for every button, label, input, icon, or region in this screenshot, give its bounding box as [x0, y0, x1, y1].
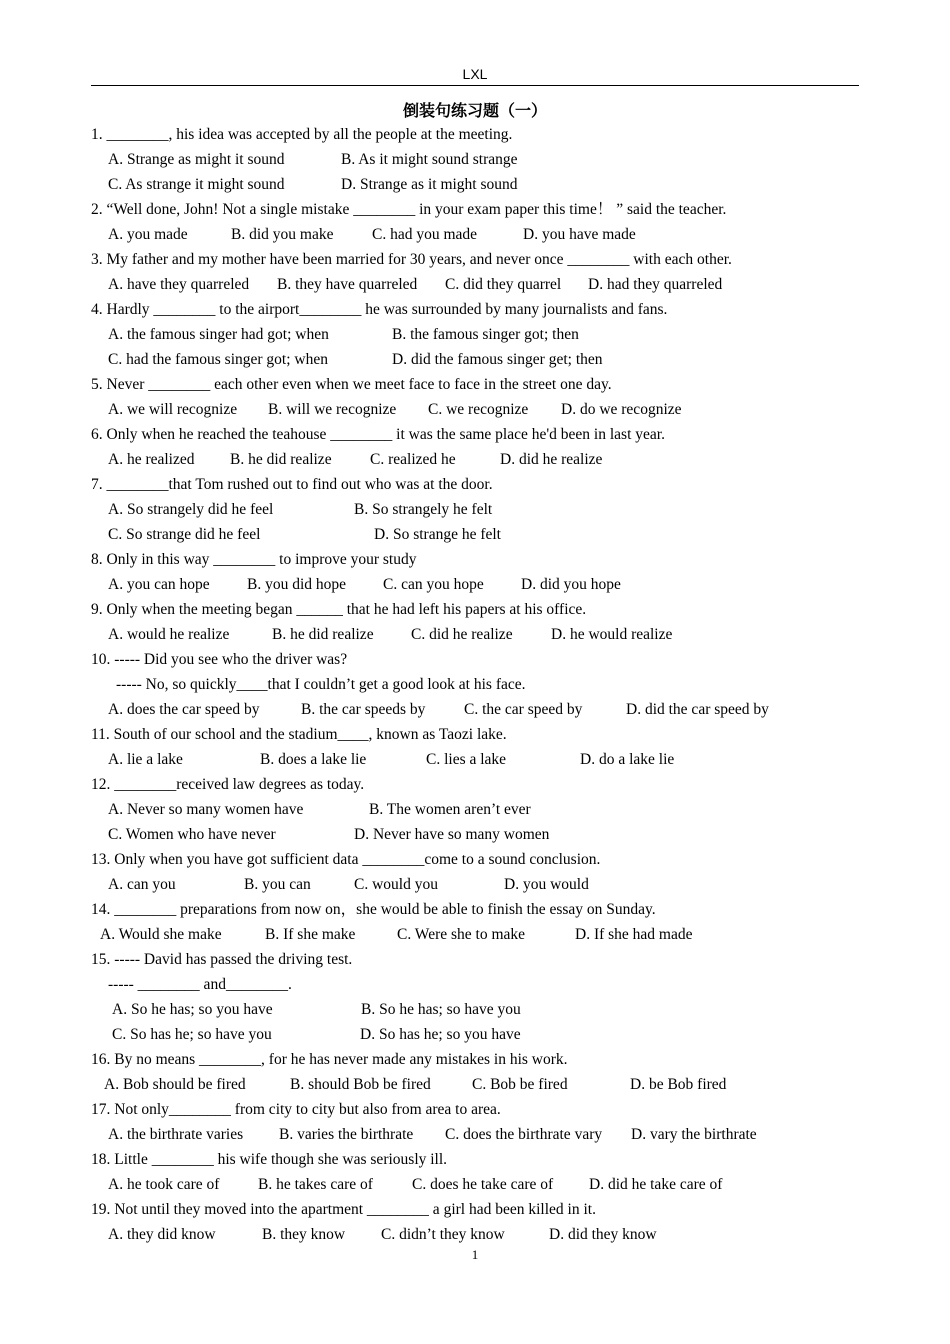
question-stem: 15. ----- David has passed the driving test. — [91, 951, 353, 968]
answer-option: B. he did realize — [272, 626, 374, 643]
answer-option: D. did he realize — [500, 451, 603, 468]
answer-option: C. the car speed by — [464, 701, 583, 718]
question-stem: 1. ________, his idea was accepted by all the people at the meeting. — [91, 126, 513, 143]
answer-option: B. So he has; so have you — [361, 1001, 521, 1018]
answer-option: A. Would she make — [100, 926, 222, 943]
answer-option: C. can you hope — [383, 576, 484, 593]
answer-option: B. you can — [244, 876, 311, 893]
answer-option: A. have they quarreled — [108, 276, 250, 293]
answer-option: A. Never so many women have — [108, 801, 304, 818]
page-header: LXL — [462, 66, 488, 82]
answer-option: C. Were she to make — [397, 926, 526, 943]
answer-option: D. did the car speed by — [626, 701, 769, 718]
answer-option: C. had you made — [372, 226, 478, 243]
answer-option: C. we recognize — [428, 401, 529, 418]
answer-option: A. you made — [108, 226, 188, 243]
answer-option: C. lies a lake — [426, 751, 507, 768]
answer-option: B. should Bob be fired — [290, 1076, 431, 1093]
answer-option: D. be Bob fired — [630, 1076, 727, 1093]
answer-option: A. we will recognize — [108, 401, 238, 418]
answer-option: A. the birthrate varies — [108, 1126, 244, 1143]
question-stem: 16. By no means ________, for he has never made any mistakes in his work. — [91, 1051, 568, 1068]
answer-option: D. do a lake lie — [580, 751, 675, 768]
question-stem: ----- ________ and________. — [108, 976, 292, 993]
answer-option: C. does he take care of — [412, 1176, 554, 1193]
answer-option: C. realized he — [370, 451, 456, 468]
question-stem: 7. ________that Tom rushed out to find out who was at the door. — [91, 476, 493, 493]
answer-option: B. he takes care of — [258, 1176, 373, 1193]
answer-option: D. did you hope — [521, 576, 621, 593]
answer-option: D. do we recognize — [561, 401, 682, 418]
question-stem: 19. Not until they moved into the apartment ________ a girl had been killed in it. — [91, 1201, 596, 1218]
question-stem: 12. ________received law degrees as today. — [91, 776, 365, 793]
question-stem: 4. Hardly ________ to the airport________ he was surrounded by many journalists and fans. — [91, 301, 668, 318]
answer-option: B. the famous singer got; then — [392, 326, 579, 343]
answer-option: D. had they quarreled — [588, 276, 723, 293]
question-stem: 14. ________ preparations from now on，she would be able to finish the essay on Sunday. — [91, 901, 656, 918]
answer-option: D. you would — [504, 876, 589, 893]
answer-option: C. So has he; so have you — [112, 1026, 272, 1043]
answer-option: A. he realized — [108, 451, 195, 468]
answer-option: D. So strange he felt — [374, 526, 501, 543]
answer-option: A. Strange as might it sound — [108, 151, 285, 168]
question-stem: 5. Never ________ each other even when we meet face to face in the street one day. — [91, 376, 612, 393]
answer-option: A. you can hope — [108, 576, 210, 593]
answer-option: B. he did realize — [230, 451, 332, 468]
question-stem: 6. Only when he reached the teahouse ________ it was the same place he'd been in last year. — [91, 426, 665, 443]
answer-option: D. you have made — [523, 226, 636, 243]
answer-option: D. he would realize — [551, 626, 673, 643]
question-stem: 3. My father and my mother have been married for 30 years, and never once ________ with each other. — [91, 251, 732, 268]
page-number: 1 — [471, 1247, 479, 1262]
page-title: 倒装句练习题（一） — [402, 101, 547, 120]
answer-option: A. they did know — [108, 1226, 216, 1243]
answer-option: D. did the famous singer get; then — [392, 351, 603, 368]
question-stem: 9. Only when the meeting began ______ that he had left his papers at his office. — [91, 601, 587, 618]
answer-option: C. did he realize — [411, 626, 513, 643]
answer-option: C. did they quarrel — [445, 276, 562, 293]
answer-option: B. you did hope — [247, 576, 347, 593]
answer-option: B. they have quarreled — [277, 276, 418, 293]
answer-option: B. The women aren’t ever — [369, 801, 531, 818]
question-stem: 10. ----- Did you see who the driver was? — [91, 651, 348, 668]
answer-option: A. can you — [108, 876, 176, 893]
answer-option: D. Strange as it might sound — [341, 176, 518, 193]
answer-option: D. did he take care of — [589, 1176, 723, 1193]
header-rule — [91, 85, 859, 86]
answer-option: A. he took care of — [108, 1176, 220, 1193]
answer-option: B. the car speeds by — [301, 701, 426, 718]
question-stem: 11. South of our school and the stadium____, known as Taozi lake. — [91, 726, 507, 743]
answer-option: C. would you — [354, 876, 438, 893]
answer-option: A. So he has; so you have — [112, 1001, 273, 1018]
answer-option: A. Bob should be fired — [104, 1076, 246, 1093]
answer-option: D. So has he; so you have — [360, 1026, 521, 1043]
answer-option: B. As it might sound strange — [341, 151, 518, 168]
answer-option: C. didn’t they know — [381, 1226, 505, 1243]
answer-option: B. will we recognize — [268, 401, 397, 418]
answer-option: C. So strange did he feel — [108, 526, 261, 543]
answer-option: D. If she had made — [575, 926, 693, 943]
answer-option: A. the famous singer had got; when — [108, 326, 329, 343]
question-stem: ----- No, so quickly____that I couldn’t get a good look at his face. — [116, 676, 526, 693]
answer-option: B. varies the birthrate — [279, 1126, 414, 1143]
answer-option: D. Never have so many women — [354, 826, 550, 843]
answer-option: B. did you make — [231, 226, 334, 243]
answer-option: C. Bob be fired — [472, 1076, 568, 1093]
answer-option: A. lie a lake — [108, 751, 183, 768]
answer-option: B. So strangely he felt — [354, 501, 493, 518]
question-stem: 2. “Well done, John! Not a single mistake ________ in your exam paper this time！ ” said the teacher. — [91, 201, 727, 218]
answer-option: C. As strange it might sound — [108, 176, 285, 193]
answer-option: B. does a lake lie — [260, 751, 367, 768]
answer-option: B. they know — [262, 1226, 346, 1243]
question-stem: 18. Little ________ his wife though she was seriously ill. — [91, 1151, 448, 1168]
answer-option: B. If she make — [265, 926, 356, 943]
answer-option: A. does the car speed by — [108, 701, 260, 718]
question-stem: 8. Only in this way ________ to improve your study — [91, 551, 417, 568]
answer-option: C. had the famous singer got; when — [108, 351, 328, 368]
question-stem: 17. Not only________ from city to city but also from area to area. — [91, 1101, 501, 1118]
answer-option: C. Women who have never — [108, 826, 276, 843]
answer-option: C. does the birthrate vary — [445, 1126, 603, 1143]
answer-option: D. did they know — [549, 1226, 657, 1243]
question-stem: 13. Only when you have got sufficient data ________come to a sound conclusion. — [91, 851, 601, 868]
answer-option: A. So strangely did he feel — [108, 501, 274, 518]
answer-option: D. vary the birthrate — [631, 1126, 757, 1143]
answer-option: A. would he realize — [108, 626, 230, 643]
